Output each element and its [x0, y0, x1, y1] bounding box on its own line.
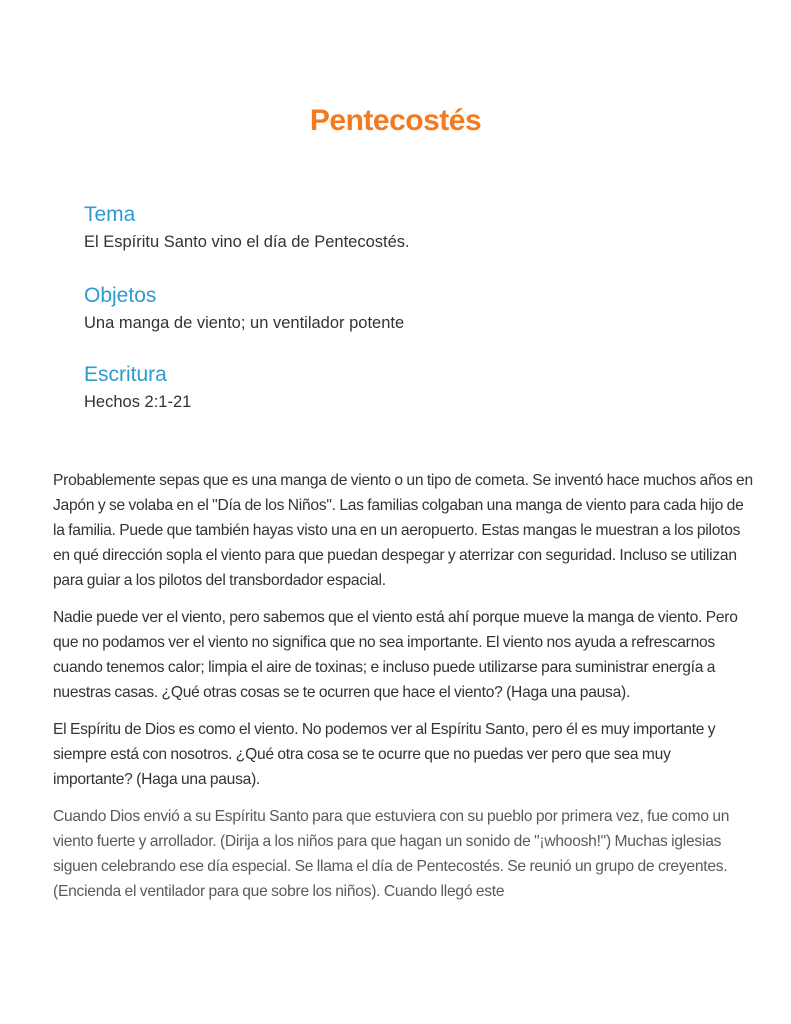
section-heading-tema: Tema — [84, 203, 136, 226]
paragraph-3: El Espíritu de Dios es como el viento. No podemos ver al Espíritu Santo, pero él es muy importante y siempre está con nosotros. ¿Qué otra cosa se te ocurre que no puedas ver pero que sea muy importante? (Haga una pausa). — [53, 721, 716, 788]
section-escritura — [84, 362, 704, 414]
section-heading-escritura: Escritura — [84, 363, 167, 386]
section-text-objetos: Una manga de viento; un ventilador potente — [84, 314, 405, 332]
paragraph-1: Probablemente sepas que es una manga de viento o un tipo de cometa. Se inventó hace muchos años en Japón y se volaba en el "Día de los Niños". Las familias colgaban una manga de viento para cada hijo de la familia. Puede que también hayas visto una en un aeropuerto. Estas mangas le muestran a los pilotos en qué dirección sopla el viento para que puedan despegar y aterrizar con seguridad. Incluso se utilizan para guiar a los pilotos del transbordador espacial. — [53, 472, 753, 589]
section-text-escritura: Hechos 2:1-21 — [84, 393, 192, 411]
paragraph-4: Cuando Dios envió a su Espíritu Santo para que estuviera con su pueblo por primera vez, fue como un viento fuerte y arrollador. (Dirija a los niños para que hagan un sonido de "¡whoosh!") Muchas iglesias siguen celebrando ese día especial. Se llama el día de Pentecostés. Se reunió un grupo de creyentes. (Encienda el ventilador para que sobre los niños). Cuando llegó este — [53, 808, 730, 900]
section-tema — [84, 202, 704, 254]
section-text-tema: El Espíritu Santo vino el día de Pentecostés. — [84, 233, 410, 251]
body-text — [53, 468, 753, 916]
paragraph-2: Nadie puede ver el viento, pero sabemos que el viento está ahí porque mueve la manga de viento. Pero que no podamos ver el viento no significa que no sea importante. El viento nos ayuda a refrescarnos cuando tenemos calor; limpia el aire de toxinas; e incluso puede utilizarse para suministrar energía a nuestras casas. ¿Qué otras cosas se te ocurren que hace el viento? (Haga una pausa). — [53, 609, 738, 701]
section-objetos — [84, 283, 704, 335]
page-title: Pentecostés — [309, 104, 482, 137]
section-heading-objetos: Objetos — [84, 284, 157, 307]
